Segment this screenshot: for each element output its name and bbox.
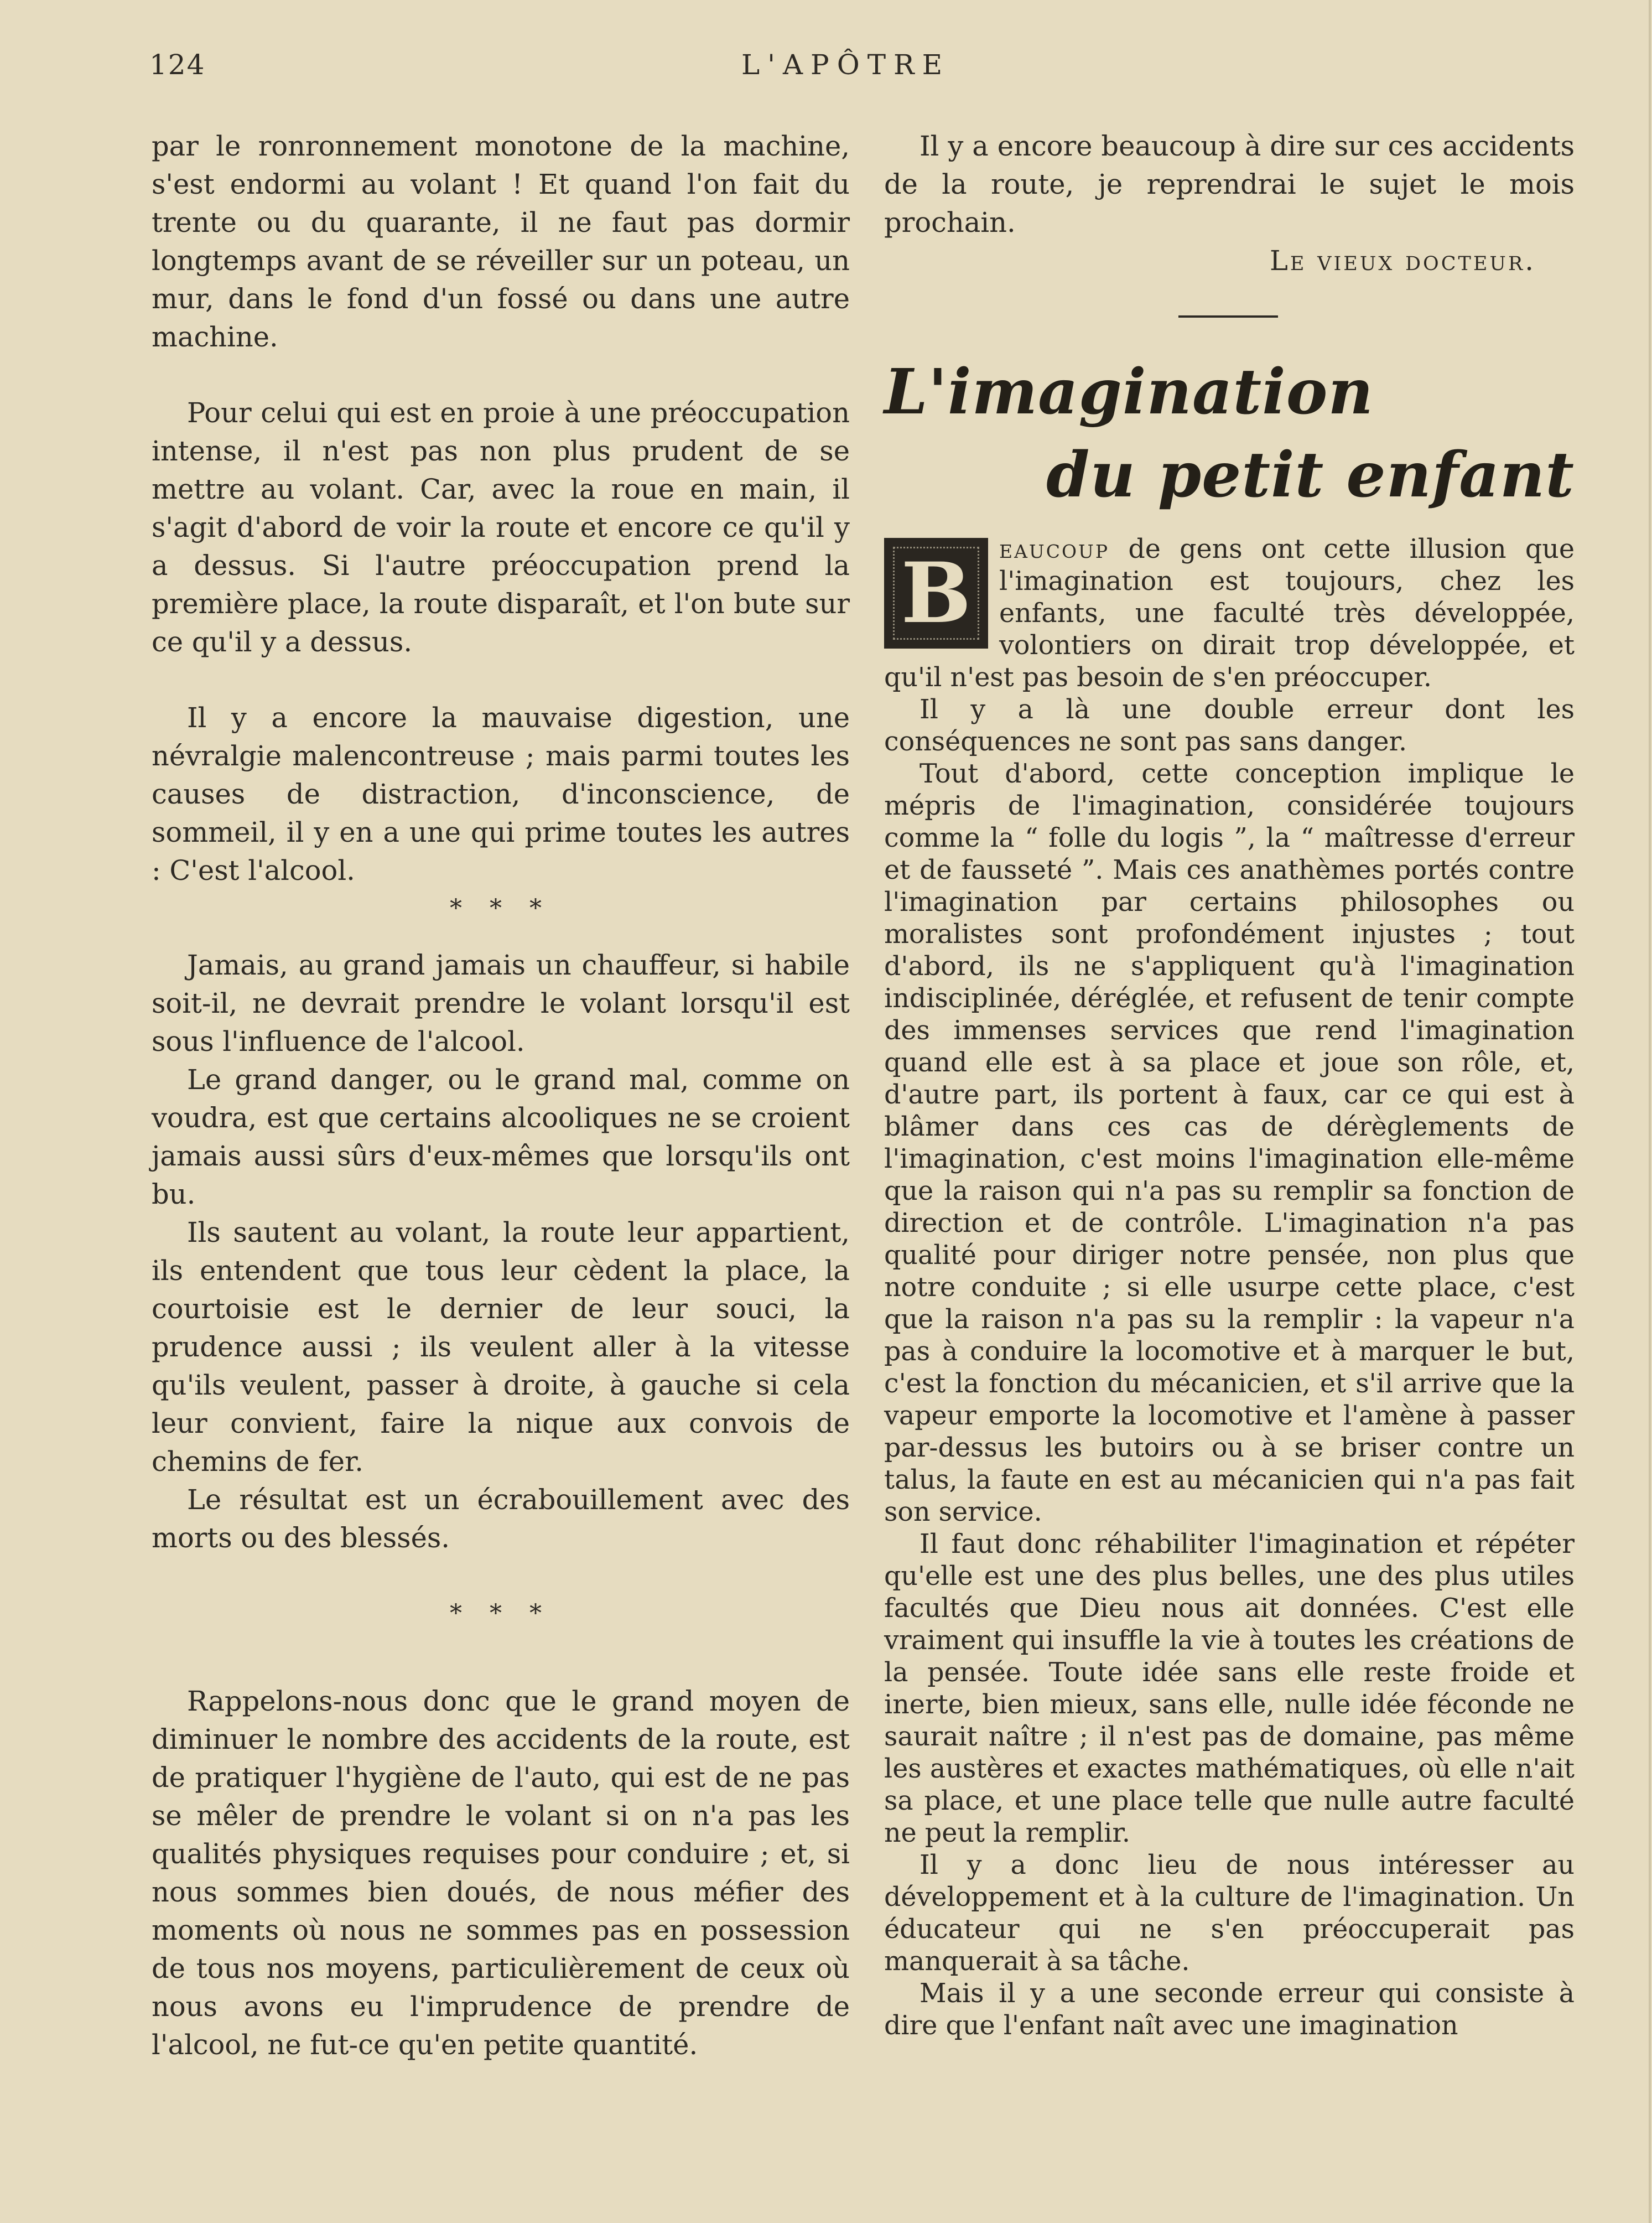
paragraph: Jamais, au grand jamais un chauffeur, si habile soit-il, ne devrait prendre le volant lorsqu'il est sous l'influence de l'alcool.	[152, 949, 850, 1058]
paragraph: Il y a encore la mauvaise digestion, une névralgie malencontreuse ; mais parmi toutes les causes de distraction, d'inconscience, de sommeil, il y en a une qui prime toutes les autres : C'est l'alcool.	[152, 702, 850, 887]
right-column	[884, 127, 1575, 2042]
paragraph: Il faut donc réhabiliter l'imagination et répéter qu'elle est une des plus belles, une des plus utiles facultés que Dieu nous ait données. C'est elle vraiment qui insuffle la vie à toutes les créations de la pensée. Toute idée sans elle reste froide et inerte, bien mieux, sans elle, nulle idée féconde ne saurait naître ; il n'est pas de domaine, pas même les austères et exactes mathématiques, où elle n'ait sa place, et une place telle que nulle autre faculté ne peut la remplir.	[884, 1529, 1575, 1848]
paragraph: Le grand danger, ou le grand mal, comme on voudra, est que certains alcooliques ne se croient jamais aussi sûrs d'eux-mêmes que lorsqu'ils ont bu.	[152, 1064, 850, 1210]
page-number: 124	[149, 49, 206, 81]
running-header	[149, 49, 1580, 87]
journal-title: L'APÔTRE	[741, 49, 950, 81]
lead-smallcaps: eaucoup	[999, 534, 1110, 564]
paragraph: Tout d'abord, cette conception implique le mépris de l'imagination, considérée toujours comme la “ folle du logis ”, la “ maîtresse d'erreur et de fausseté ”. Mais ces anathèmes portés contre l'imagination par certains philosophes ou moralistes sont profondément injustes ; tout d'abord, ils ne s'appliquent qu'à l'imagination indisciplinée, déréglée, et refusent de tenir compte des immenses services que rend l'imagination quand elle est à sa place et joue son rôle, et, d'autre part, ils portent à faux, car ce qui est à blâmer dans ces cas de dérèglements de l'imagination, c'est moins l'imagination elle-même que la raison qui n'a pas su remplir sa fonction de direction et de contrôle. L'imagination n'a pas qualité pour diriger notre pensée, non plus que notre conduite ; si elle usurpe cette place, c'est que la raison n'a pas su la remplir : la vapeur n'a pas à conduire la locomotive et à marquer le but, c'est la fonction du mécanicien, et s'il arrive que la vapeur emporte la locomotive et l'amène à passer par-dessus les butoirs ou à se briser contre un talus, la faute en est au mécanicien qui n'a pas fait son service.	[884, 759, 1575, 1527]
paragraph: par le ronronnement monotone de la machine, s'est endormi au volant ! Et quand l'on fait du trente ou du quarante, il ne faut pas dormir longtemps avant de se réveiller sur un poteau, un mur, dans le fond d'un fossé ou dans une autre machine.	[152, 130, 850, 353]
divider-rule	[1178, 315, 1278, 318]
paragraph: Il y a là une double erreur dont les conséquences ne sont pas sans danger.	[884, 695, 1575, 757]
paragraph: Rappelons-nous donc que le grand moyen de diminuer le nombre des accidents de la route, est de pratiquer l'hygiène de l'auto, qui est de ne pas se mêler de prendre le volant si on n'a pas les qualités physiques requises pour conduire ; et, si nous sommes bien doués, de nous méfier des moments où nous ne sommes pas en possession de tous nos moyens, particulièrement de ceux où nous avons eu l'imprudence de prendre de l'alcool, ne fut-ce qu'en petite quantité.	[152, 1685, 850, 2061]
paragraph: Le résultat est un écrabouillement avec des morts ou des blessés.	[152, 1484, 850, 1554]
lead-text: de gens ont cette illusion que l'imagination est toujours, chez les enfants, une faculté très développée, volontiers on dirait trop développée, et qu'il n'est pas besoin de s'en préoccuper.	[884, 534, 1575, 693]
article-title-line-2: du petit enfant	[1046, 439, 1575, 511]
article-body	[884, 533, 1575, 2042]
ornamental-dropcap-icon: B	[884, 538, 988, 649]
left-column	[152, 127, 850, 2064]
paragraph: Ils sautent au volant, la route leur appartient, ils entendent que tous leur cèdent la place, la courtoisie est le dernier de leur souci, la prudence aussi ; ils veulent aller à la vitesse qu'ils veulent, passer à droite, à gauche si cela leur convient, faire la nique aux convois de chemins de fer.	[152, 1216, 850, 1478]
author-signature: Le vieux docteur.	[1270, 245, 1536, 277]
section-separator: * * *	[450, 1599, 552, 1628]
article-title-line-1: L'imagination	[884, 356, 1374, 428]
section-separator: * * *	[450, 894, 552, 923]
paragraph: Il y a donc lieu de nous intéresser au développement et à la culture de l'imagination. Un éducateur qui ne s'en préoccuperait pas manquerait à sa tâche.	[884, 1850, 1575, 1977]
page-edge-shadow	[1649, 0, 1651, 2223]
lead-paragraph	[884, 533, 1575, 694]
paragraph: Il y a encore beaucoup à dire sur ces accidents de la route, je reprendrai le sujet le mois prochain.	[884, 130, 1575, 239]
paragraph: Pour celui qui est en proie à une préoccupation intense, il n'est pas non plus prudent de se mettre au volant. Car, avec la roue en main, il s'agit d'abord de voir la route et encore ce qu'il y a dessus. Si l'autre préoccupation prend la première place, la route disparaît, et l'on bute sur ce qu'il y a dessus.	[152, 397, 850, 658]
paragraph: Mais il y a une seconde erreur qui consiste à dire que l'enfant naît avec une imagination	[884, 1978, 1575, 2041]
